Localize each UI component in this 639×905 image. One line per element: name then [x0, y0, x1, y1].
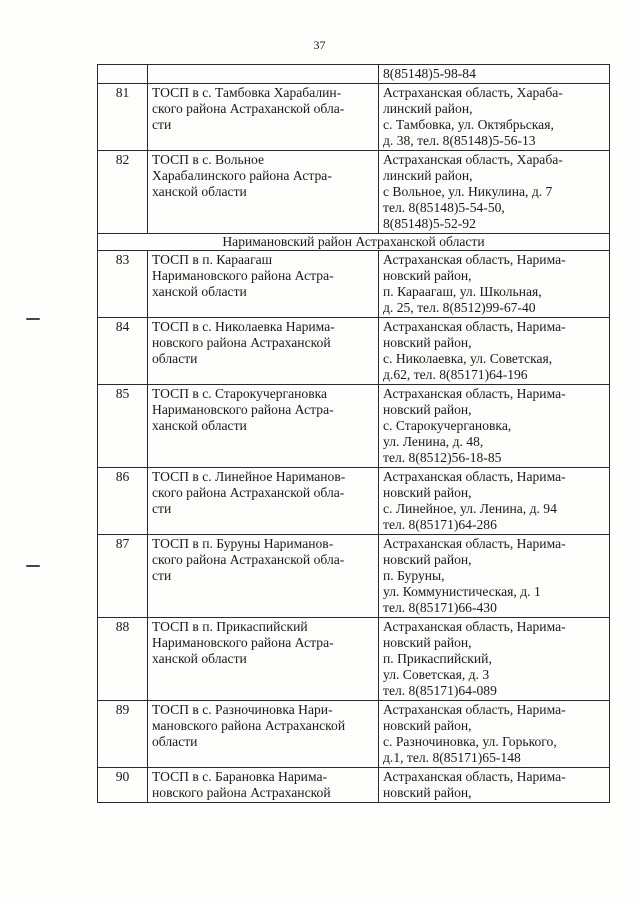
row-number: 81: [98, 84, 148, 151]
office-address: Астраханская область, Нарима- новский район, с. Старокучергановка, ул. Ленина, д. 48, тел. 8(8512)56-18-85: [379, 385, 610, 468]
margin-mark: [26, 565, 40, 567]
table-row: [98, 251, 610, 318]
office-address: Астраханская область, Хараба- линский район, с Вольное, ул. Никулина, д. 7 тел. 8(85148)5-54-50, 8(85148)5-52-92: [379, 151, 610, 234]
office-name: ТОСП в с. Разночиновка Нари- мановского района Астраханской области: [148, 701, 379, 768]
table-row: [98, 84, 610, 151]
office-name: ТОСП в п. Буруны Нариманов- ского района Астраханской обла- сти: [148, 535, 379, 618]
section-title: Наримановский район Астраханской области: [98, 234, 610, 251]
row-number: 90: [98, 768, 148, 803]
row-number: 83: [98, 251, 148, 318]
office-name: ТОСП в п. Караагаш Наримановского района Астра- ханской области: [148, 251, 379, 318]
row-number: 84: [98, 318, 148, 385]
office-address: 8(85148)5-98-84: [379, 65, 610, 84]
page-number: 37: [313, 38, 326, 52]
row-number: 82: [98, 151, 148, 234]
table-row: [98, 151, 610, 234]
office-address: Астраханская область, Нарима- новский район,: [379, 768, 610, 803]
table-row: [98, 318, 610, 385]
office-name: ТОСП в с. Линейное Нариманов- ского района Астраханской обла- сти: [148, 468, 379, 535]
office-address: Астраханская область, Нарима- новский район, п. Прикаспийский, ул. Советская, д. 3 тел. 8(85171)64-089: [379, 618, 610, 701]
row-number: 87: [98, 535, 148, 618]
row-number: 85: [98, 385, 148, 468]
office-address: Астраханская область, Нарима- новский район, с. Линейное, ул. Ленина, д. 94 тел. 8(85171)64-286: [379, 468, 610, 535]
office-address: Астраханская область, Нарима- новский район, п. Буруны, ул. Коммунистическая, д. 1 тел. 8(85171)66-430: [379, 535, 610, 618]
offices-table: [97, 64, 610, 803]
table-row: [98, 468, 610, 535]
table-row: [98, 65, 610, 84]
table-row: [98, 768, 610, 803]
table-row: [98, 385, 610, 468]
office-name: [148, 65, 379, 84]
row-number: 89: [98, 701, 148, 768]
margin-mark: [26, 318, 40, 320]
row-number: 86: [98, 468, 148, 535]
office-address: Астраханская область, Хараба- линский район, с. Тамбовка, ул. Октябрьская, д. 38, тел. 8(85148)5-56-13: [379, 84, 610, 151]
office-address: Астраханская область, Нарима- новский район, с. Разночиновка, ул. Горького, д.1, тел. 8(85171)65-148: [379, 701, 610, 768]
section-row: [98, 234, 610, 251]
office-name: ТОСП в с. Старокучергановка Наримановского района Астра- ханской области: [148, 385, 379, 468]
table-row: [98, 701, 610, 768]
row-number: [98, 65, 148, 84]
office-name: ТОСП в с. Барановка Нарима- новского района Астраханской: [148, 768, 379, 803]
row-number: 88: [98, 618, 148, 701]
office-name: ТОСП в с. Вольное Харабалинского района Астра- ханской области: [148, 151, 379, 234]
table-row: [98, 618, 610, 701]
office-name: ТОСП в с. Николаевка Нарима- новского района Астраханской области: [148, 318, 379, 385]
office-name: ТОСП в п. Прикаспийский Наримановского района Астра- ханской области: [148, 618, 379, 701]
table-row: [98, 535, 610, 618]
office-address: Астраханская область, Нарима- новский район, п. Караагаш, ул. Школьная, д. 25, тел. 8(8512)99-67-40: [379, 251, 610, 318]
office-address: Астраханская область, Нарима- новский район, с. Николаевка, ул. Советская, д.62, тел. 8(85171)64-196: [379, 318, 610, 385]
office-name: ТОСП в с. Тамбовка Харабалин- ского района Астраханской обла- сти: [148, 84, 379, 151]
